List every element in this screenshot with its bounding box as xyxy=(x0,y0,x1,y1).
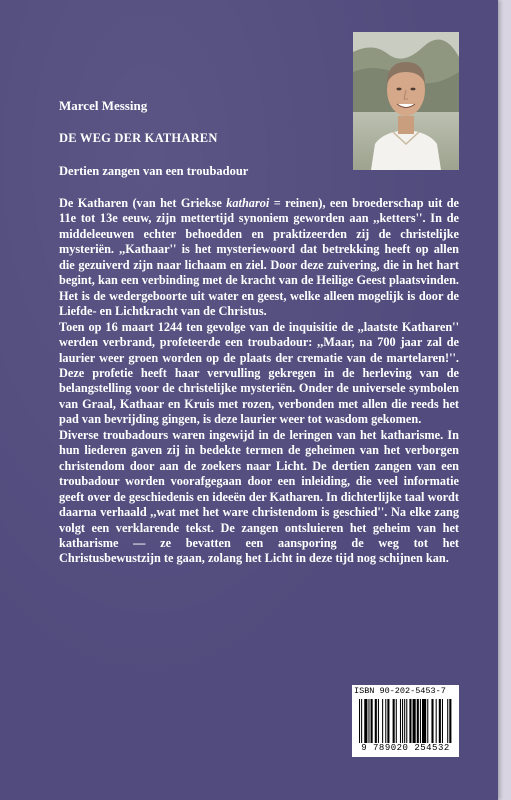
barcode-bar xyxy=(393,699,395,743)
barcode-label xyxy=(352,685,459,757)
book-title: DE WEG DER KATHAREN xyxy=(59,131,218,145)
barcode-bar xyxy=(431,699,433,743)
barcode-bar xyxy=(387,699,389,743)
barcode-bar xyxy=(449,699,451,743)
barcode-bar xyxy=(361,699,362,743)
barcode-bar xyxy=(378,699,379,743)
blurb-paragraph: Diverse troubadours waren ingewijd in de leringen van het katharisme. In hun liederen gaven zij in bedekte termen de geheimen van het verborgen christendom door aan de zoekers naar Licht. De dertien zangen van een troubadour worden voorafgegaan door een inleiding, die veel informatie geeft over de geschiedenis en ideeën der Katharen. In dichterlijke taal wordt daarna verhaald ,,wat met het ware christendom is geschied''. Na elke zang volgt een verklarende tekst. De zangen ontsluieren het geheim van het katharisme — ze bevatten een aansporing de weg tot het Christusbewustzijn te gaan, zolang het Licht in deze tijd nog schijnen kan. xyxy=(59,427,459,566)
blurb-paragraph xyxy=(59,196,459,320)
barcode-bar xyxy=(359,699,360,743)
barcode-bar xyxy=(400,699,401,743)
barcode-bar xyxy=(409,699,411,743)
barcode-bar xyxy=(396,699,397,743)
author-name: Marcel Messing xyxy=(59,98,148,113)
barcode-bar xyxy=(402,699,403,743)
barcode-bar xyxy=(364,699,367,743)
barcode-bar xyxy=(436,699,437,743)
blurb-text-span: De Katharen (van het Griekse xyxy=(59,196,227,210)
barcode-bar xyxy=(368,699,369,743)
barcode-bar xyxy=(422,699,426,743)
italic-term: katharoi xyxy=(226,196,270,210)
barcode-digits: 9 789020 254532 xyxy=(361,743,450,753)
barcode-bar xyxy=(447,699,448,743)
barcode-bar xyxy=(385,699,386,743)
barcode-bar xyxy=(382,699,383,743)
blurb-paragraph: Toen op 16 maart 1244 ten gevolge van de inquisitie de ,,laatste Katharen'' werden verbrand, profeteerde een troubadour: ,,Maar, na 700 jaar zal de laurier weer groen worden op de plaats der crematie van de martelaren!''. Deze profetie heeft haar vervulling gekregen in de herleving van de belangstelling voor de christelijke mysteriën. Onder de universele symbolen van Graal, Kathaar en Kruis met rozen, verbonden met allen die reeds het pad van bevrijding gingen, is deze laurier weer tot wasdom gekomen. xyxy=(59,319,459,427)
blurb-text xyxy=(59,196,459,567)
barcode-bar xyxy=(420,699,421,743)
barcode-bar xyxy=(442,699,443,743)
barcode-bar xyxy=(439,699,441,743)
barcode-bar xyxy=(413,699,416,743)
barcode xyxy=(358,699,454,743)
blurb-text-span: = reinen), een broederschap uit de 11e tot 13e eeuw, zijn mettertijd synoniem geworden aan ,,ketters''. In de middeleeuwen echter behoedden en praktizeerden zij de christelijke mysteriën. ,,Kathaar'' is het mysteriewoord dat betrekking heeft op allen die gezuiverd zijn naar lichaam en ziel. Door deze zuivering, die in het hart begint, kan een verbinding met de kracht van de Heilige Geest plaatsvinden. Het is de wedergeboorte uit water en geest, welke alleen mogelijk is door de Liefde- en Lichtkracht van de Christus. xyxy=(59,196,460,319)
barcode-bar xyxy=(427,699,428,743)
barcode-bar xyxy=(375,699,377,743)
isbn-number: ISBN 90-202-5453-7 xyxy=(354,686,446,696)
book-subtitle: Dertien zangen van een troubadour xyxy=(59,164,249,178)
barcode-bar xyxy=(406,699,407,743)
barcode-bar xyxy=(371,699,373,743)
barcode-bar xyxy=(417,699,419,743)
author-photo xyxy=(353,32,459,170)
barcode-bar xyxy=(404,699,405,743)
